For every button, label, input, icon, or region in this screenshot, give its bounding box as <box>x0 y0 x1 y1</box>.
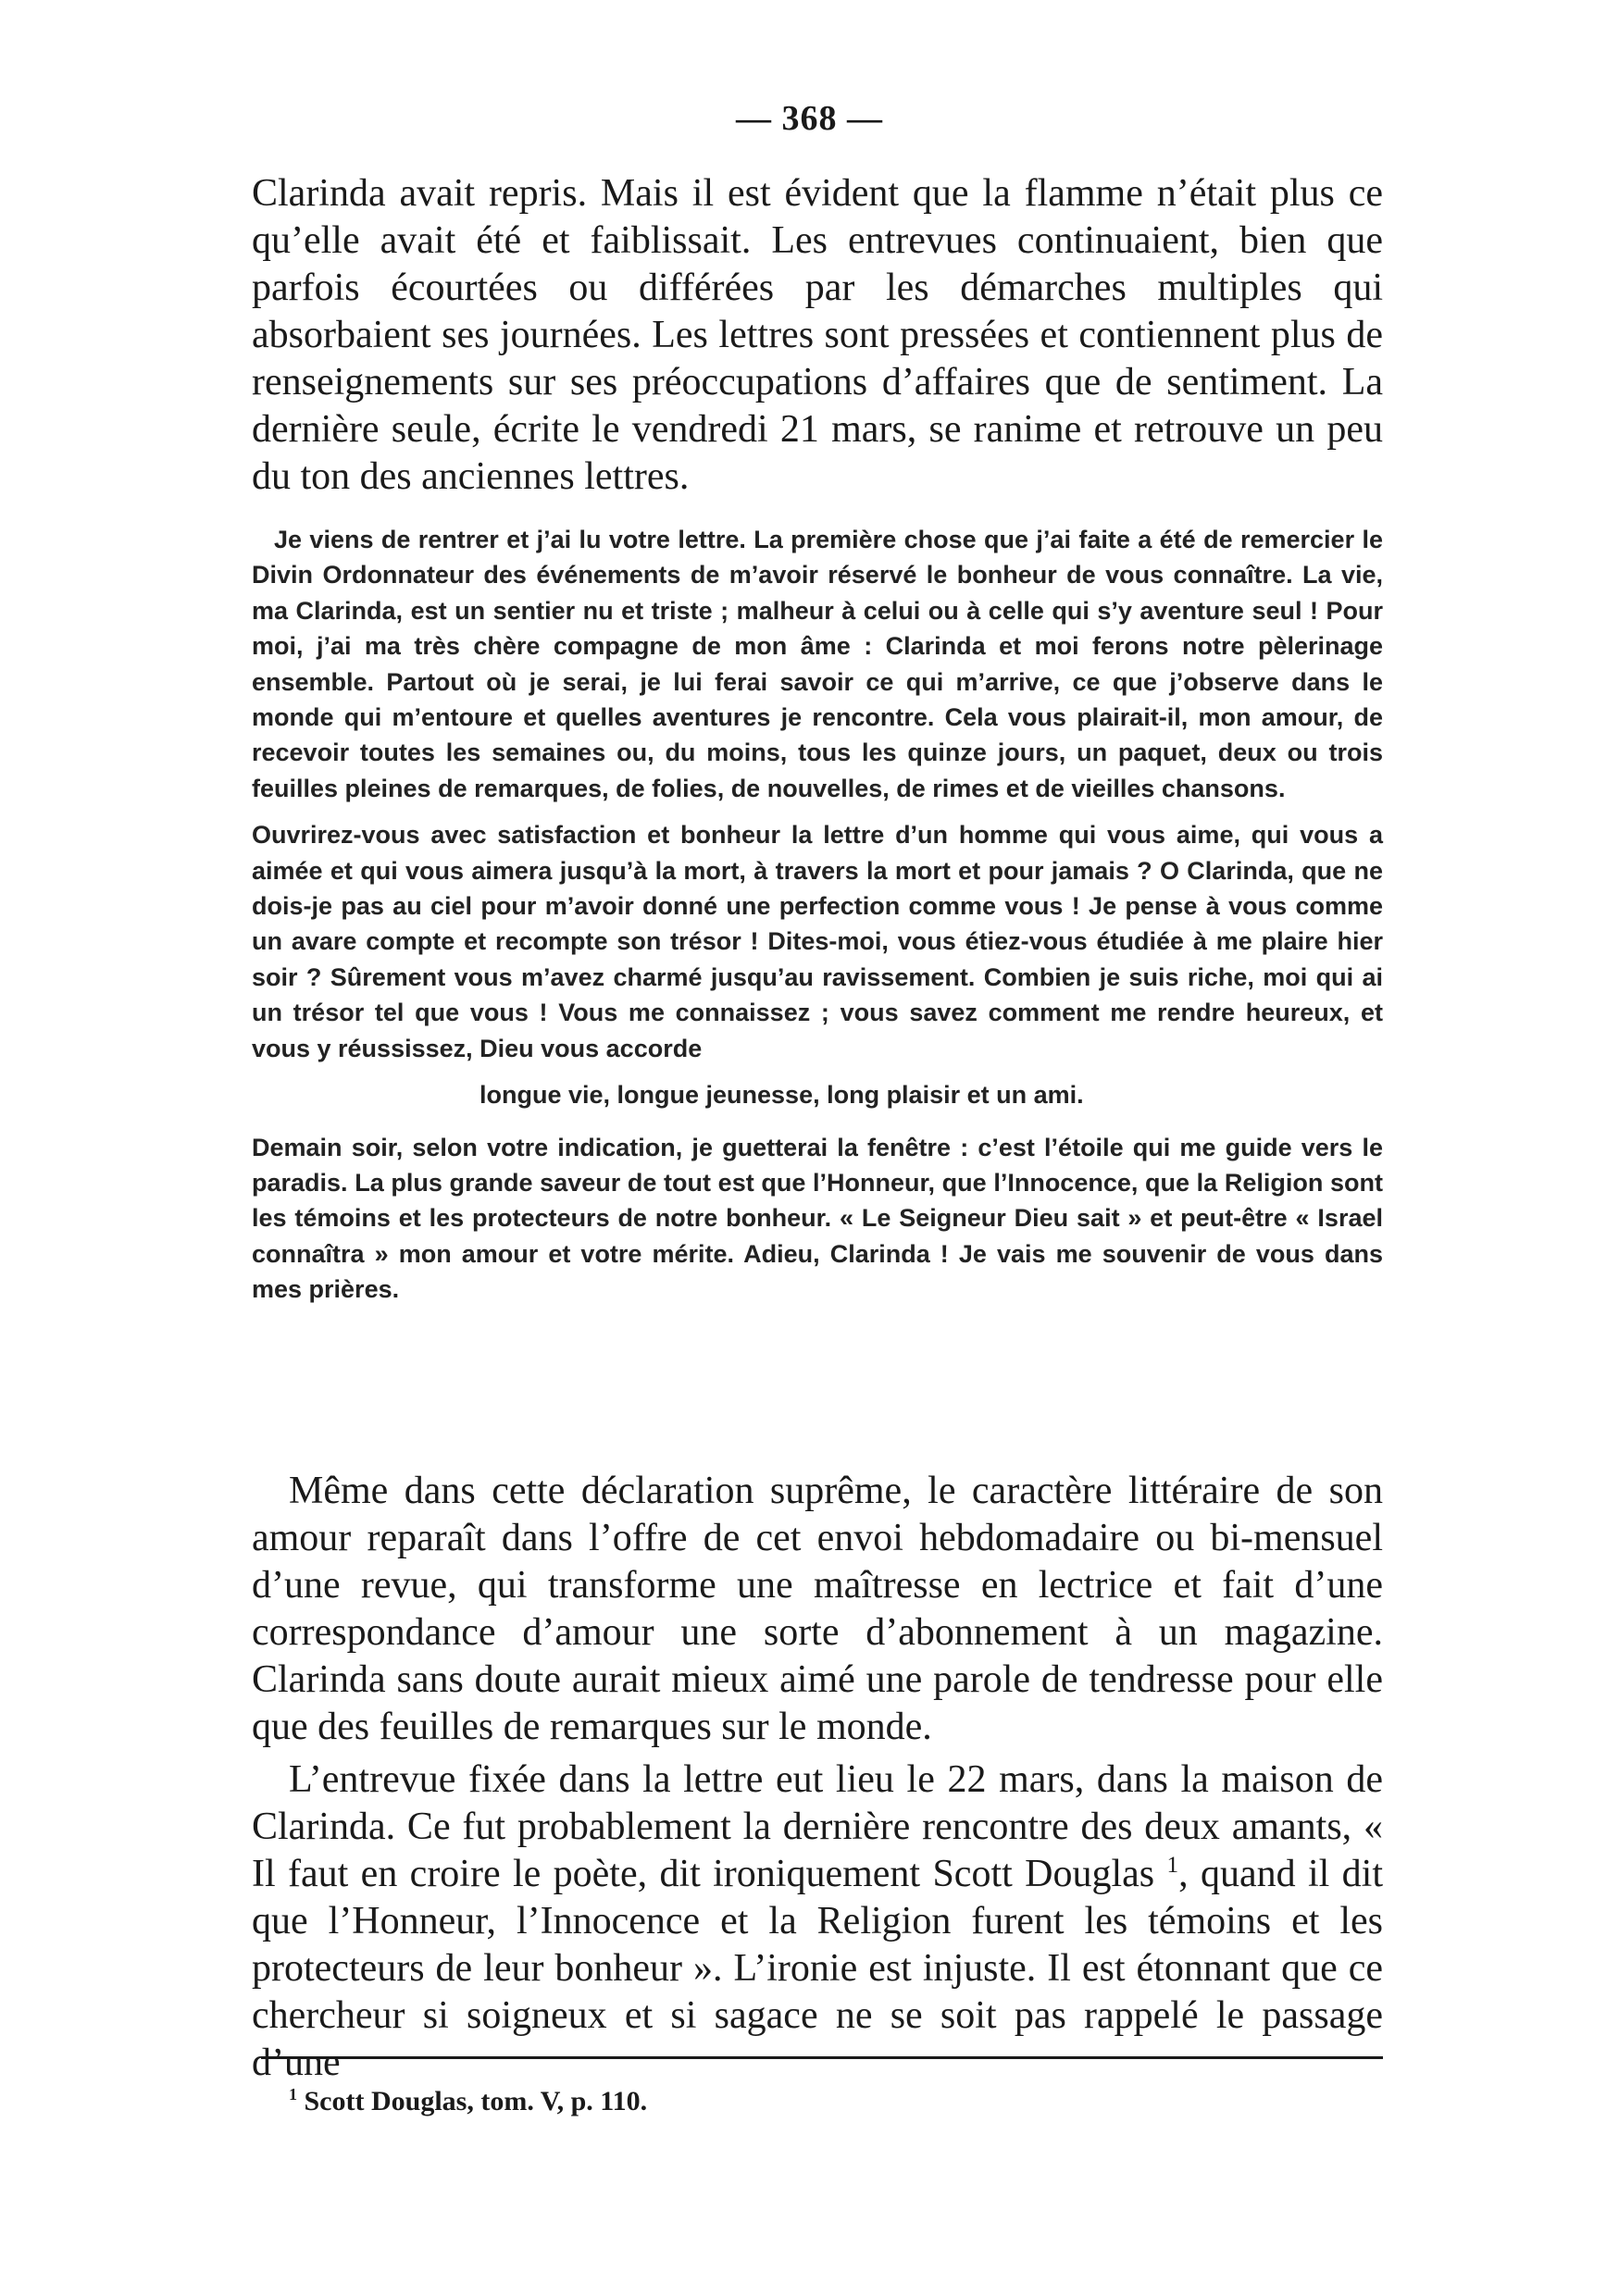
commentary-paragraph-2-end: , quand il dit que l’Honneur, l’Innocence et la Religion furent les témoins et les protecteurs de leur bonheur ». L’ironie est injuste. Il est étonnant que ce chercheur si soigneux et si sagace ne se soit pas rappelé le passage d’une <box>252 1853 1384 2084</box>
commentary-paragraph-2-start: L’entrevue fixée dans la lettre eut lieu le 22 mars, dans la maison de Clarinda. Ce fut probablement la dernière rencontre des deux amants, « Il faut en croire le poète, dit ironiquement Scott Douglas <box>252 1758 1383 1895</box>
intro-paragraph: Clarinda avait repris. Mais il est évident que la flamme n’était plus ce qu’elle avait été et faiblissait. Les entrevues continuaient, bien que parfois écourtées ou différées par les démarches multiples qui absorbaient ses journées. Les lettres sont pressées et contiennent plus de renseignements sur ses préoccupations d’affaires que de sentiment. La dernière seule, écrite le vendredi 21 mars, se ranime et retrouve un peu du ton des anciennes lettres. <box>252 172 1383 498</box>
quoted-letter <box>252 522 1383 1308</box>
letter-verse-line: longue vie, longue jeunesse, long plaisir et un ami. <box>479 1081 1084 1110</box>
page-number: — 368 — <box>736 99 883 138</box>
intro-section <box>252 170 1383 501</box>
footnote-reference: 1 <box>1166 1853 1179 1878</box>
commentary-section <box>252 1468 1383 2087</box>
letter-paragraph-2: Ouvrirez-vous avec satisfaction et bonheur la lettre d’un homme qui vous aime, qui vous a aimée et qui vous aimera jusqu’à la mort, à travers la mort et pour jamais ? O Clarinda, que ne dois-je pas au ciel pour m’avoir donné une perfection comme vous ! Je pense à vous comme un avare compte et recompte son trésor ! Dites-moi, vous étiez-vous étudiée à me plaire hier soir ? Sûrement vous m’avez charmé jusqu’au ravissement. Combien je suis riche, moi qui ai un trésor tel que vous ! Vous me connaissez ; vous savez comment me rendre heureux, et vous y réussissez, Dieu vous accorde <box>252 821 1383 1062</box>
commentary-paragraph-1: Même dans cette déclaration suprême, le caractère littéraire de son amour reparaît dans l’offre de cet envoi hebdomadaire ou bi-mensuel d’une revue, qui transforme une maîtresse en lectrice et fait d’une correspondance d’amour une sorte d’abonnement à un magazine. Clarinda sans doute aurait mieux aimé une parole de tendresse pour elle que des feuilles de remarques sur le monde. <box>252 1470 1383 1748</box>
footnote-text: Scott Douglas, tom. V, p. 110. <box>304 2086 648 2116</box>
footnote-marker: 1 <box>289 2085 297 2104</box>
letter-paragraph-3: Demain soir, selon votre indication, je guetterai la fenêtre : c’est l’étoile qui me guide vers le paradis. La plus grande saveur de tout est que l’Honneur, que l’Innocence, que la Religion sont les témoins et les protecteurs de notre bonheur. « Le Seigneur Dieu sait » et peut-être « Israel connaîtra » mon amour et votre mérite. Adieu, Clarinda ! Je vais me souvenir de vous dans mes prières. <box>252 1133 1383 1304</box>
footnote-divider <box>261 2056 1383 2059</box>
letter-paragraph-1: Je viens de rentrer et j’ai lu votre lettre. La première chose que j’ai faite a été de remercier le Divin Ordonnateur des événements de m’avoir réservé le bonheur de vous connaître. La vie, ma Clarinda, est un sentier nu et triste ; malheur à celui ou à celle qui s’y aventure seul ! Pour moi, j’ai ma très chère compagne de mon âme : Clarinda et moi ferons notre pèlerinage ensemble. Partout où je serai, je lui ferai savoir ce qui m’arrive, ce que j’observe dans le monde qui m’entoure et quelles aventures je rencontre. Cela vous plairait-il, mon amour, de recevoir toutes les semaines ou, du moins, tous les quinze jours, un paquet, deux ou trois feuilles pleines de remarques, de folies, de nouvelles, de rimes et de vieilles chansons. <box>252 526 1383 802</box>
footnote <box>289 2084 647 2119</box>
commentary-paragraph-2 <box>252 1756 1383 2087</box>
